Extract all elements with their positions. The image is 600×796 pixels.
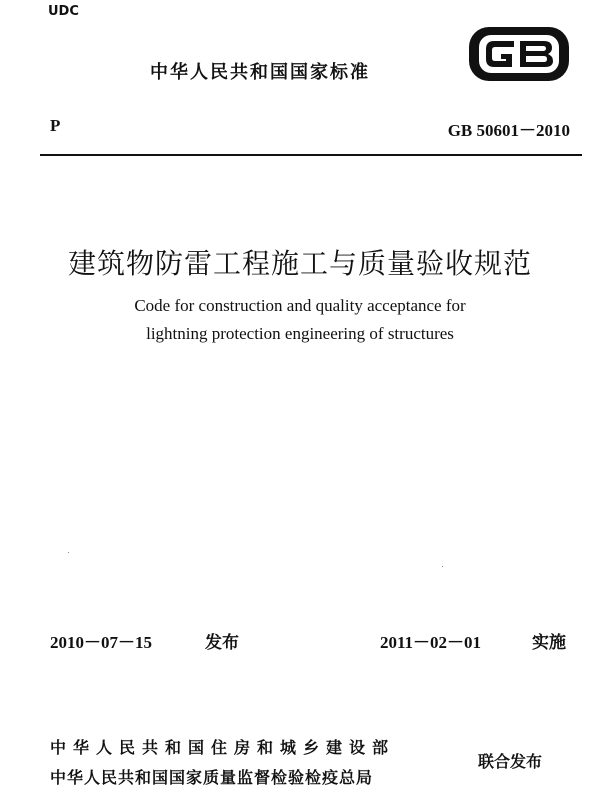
udc-label: UDC: [48, 4, 79, 19]
national-standard-heading: 中华人民共和国国家标准: [150, 62, 370, 83]
issue-label: 发布: [205, 633, 239, 653]
implement-date: 2011－02－01: [380, 633, 482, 652]
gb-logo-text: GB: [466, 24, 468, 25]
standard-number: GB 50601－2010: [447, 121, 570, 140]
gb-logo-icon: [466, 24, 572, 84]
issuer-ministry-housing: 中华人民共和国住房和城乡建设部: [50, 738, 396, 757]
header-divider: [40, 154, 582, 156]
title-english-line1: Code for construction and quality acceptance for: [134, 296, 466, 315]
title-english-line2: lightning protection engineering of structures: [146, 324, 454, 343]
scan-speck: [68, 552, 69, 553]
issue-date: 2010－07－15: [50, 633, 152, 652]
issuer-aqsiq: 中华人民共和国国家质量监督检验检疫总局: [50, 768, 374, 787]
implement-label: 实施: [532, 633, 566, 653]
title-chinese: 建筑物防雷工程施工与质量验收规范: [67, 247, 532, 280]
joint-issue-label: 联合发布: [478, 752, 543, 771]
classification-code: P: [50, 116, 61, 135]
scan-speck: [442, 566, 443, 567]
